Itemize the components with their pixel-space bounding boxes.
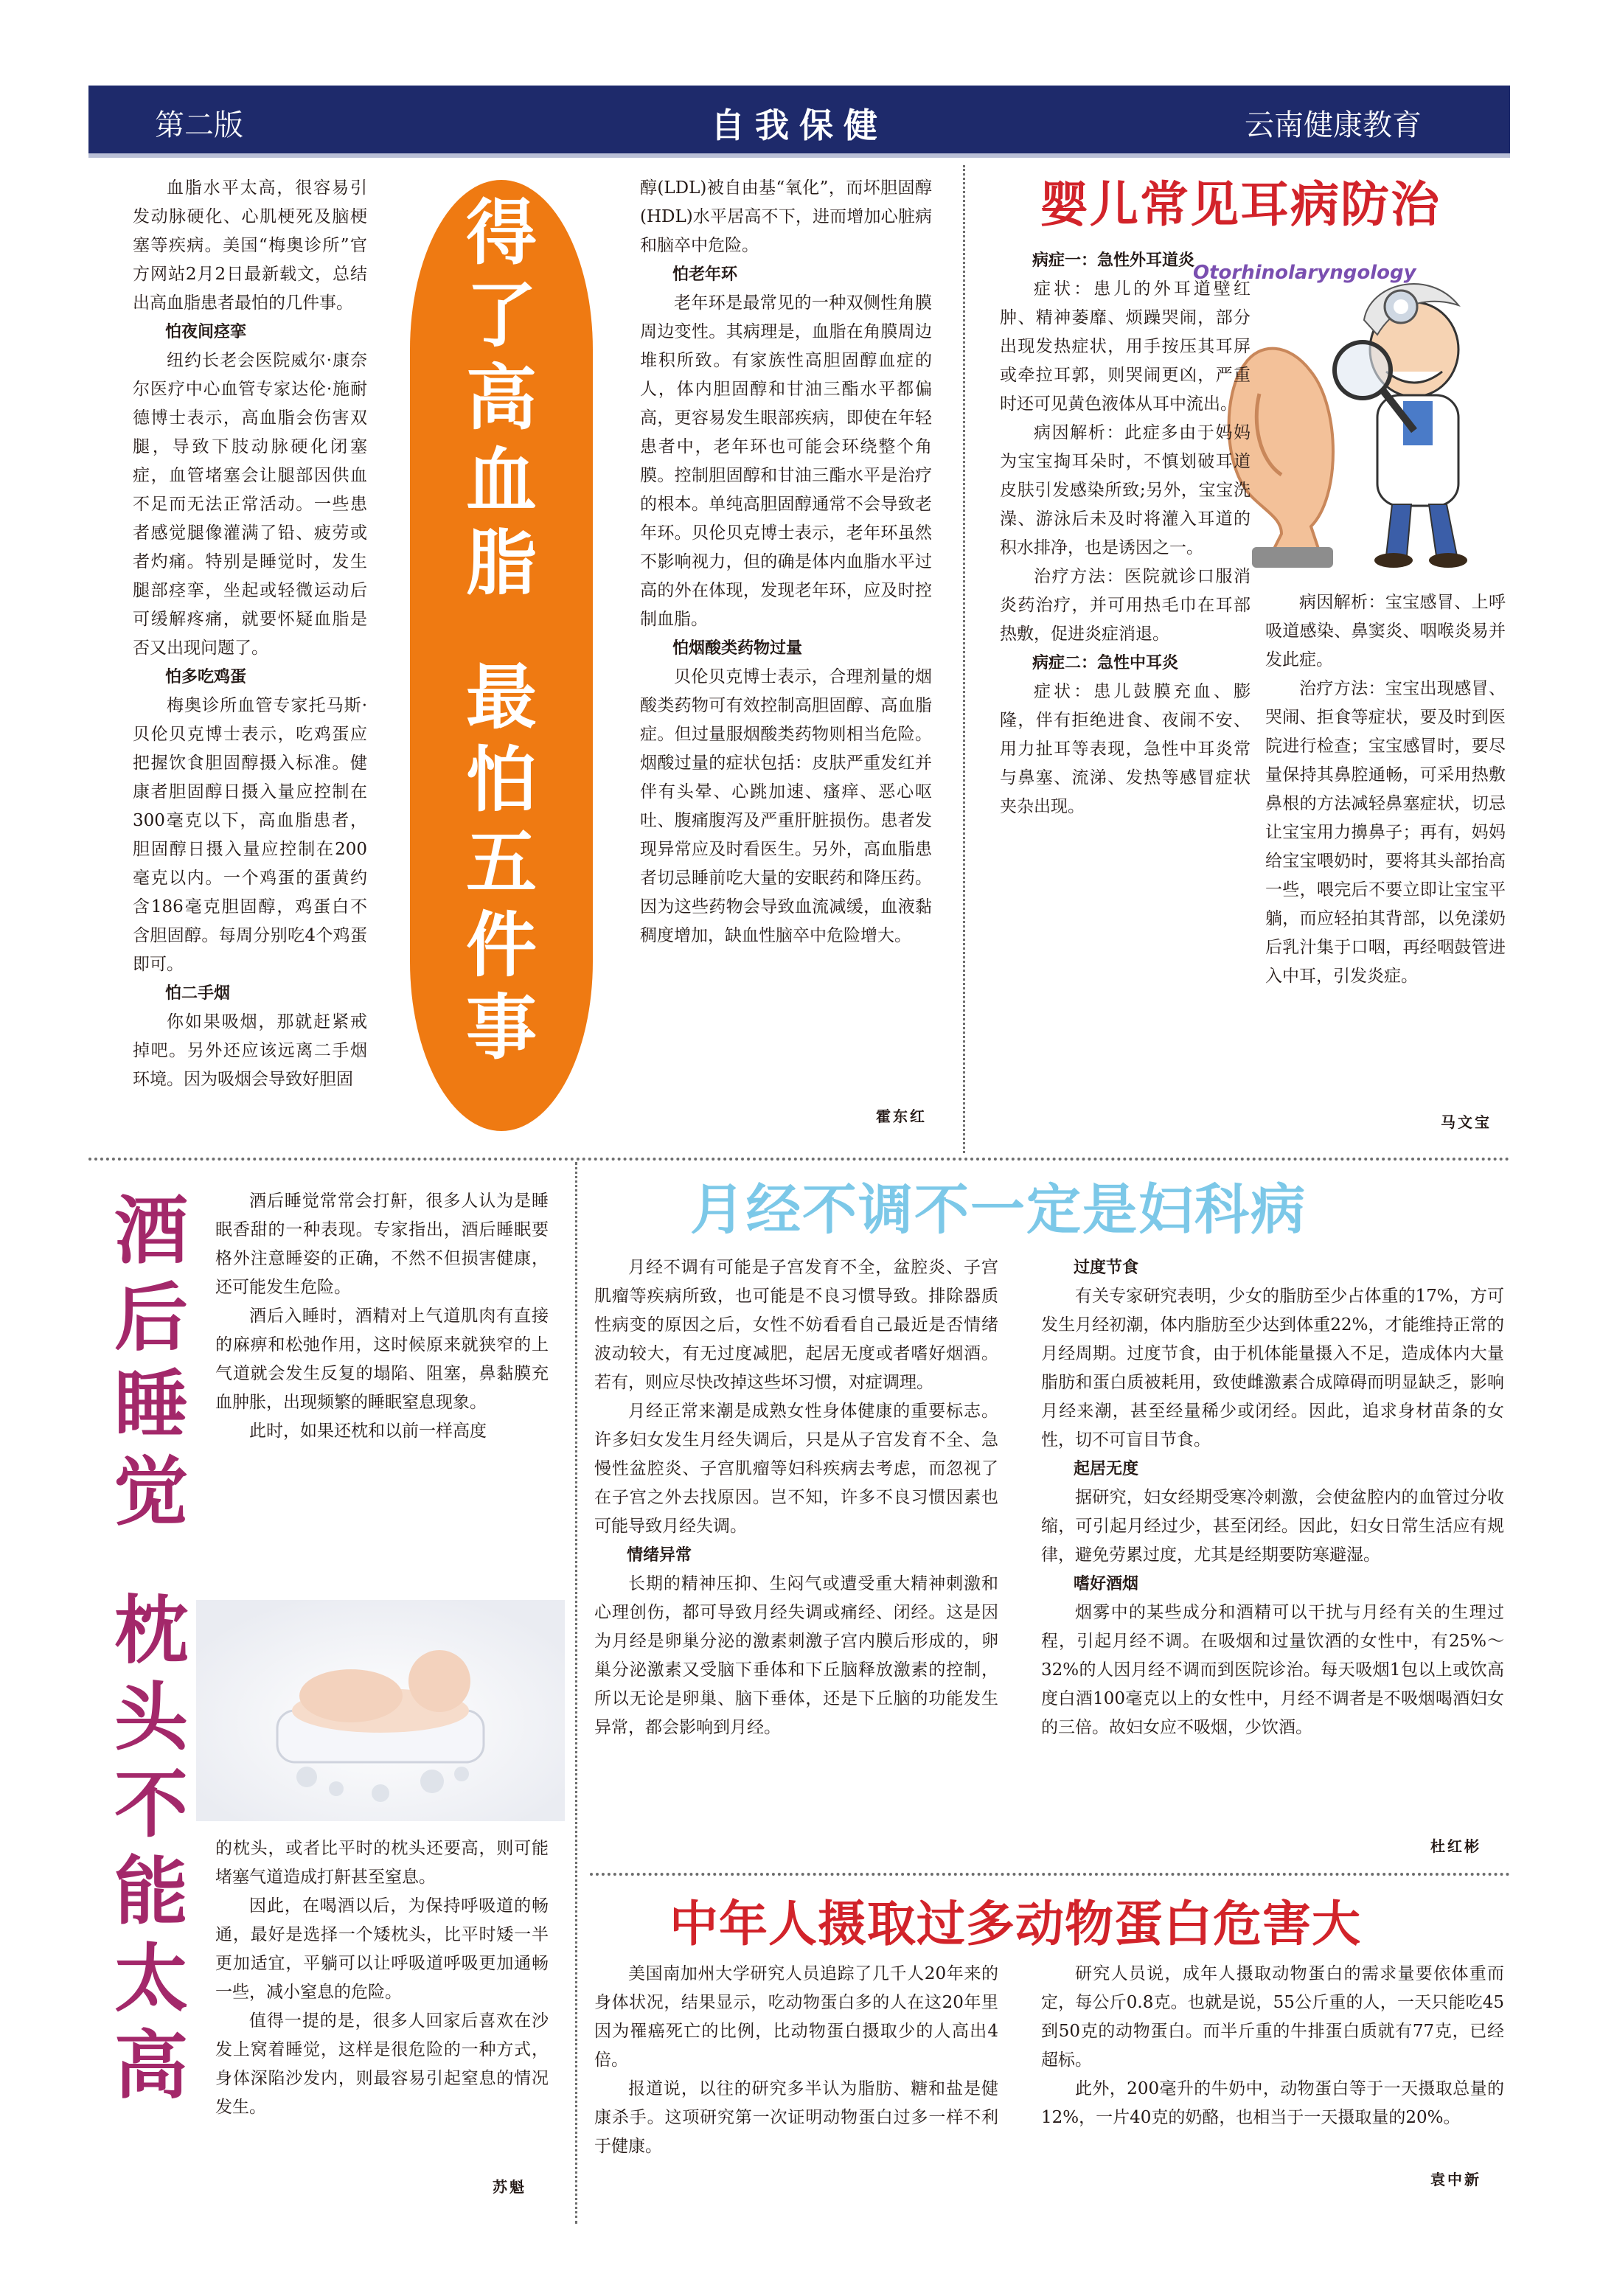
subheading: 怕夜间痉挛 <box>165 323 247 341</box>
paragraph: 月经正常来潮是成熟女性身体健康的重要标志。许多妇女发生月经失调后，只是从子宫发育不全、急慢性盆腔炎、子宫肌瘤等妇科疾病去考虑，而忽视了在子宫之外去找原因。岂不知，许多不良习惯因素也可能导致月经失调。 <box>594 1402 998 1536</box>
paragraph: 研究人员说，成年人摄取动物蛋白的需求量要依体重而定，每公斤0.8克。也就是说，55公斤重的人，一天只能吃45到50克的动物蛋白。而半斤重的牛排蛋白质就有77克，已经超标。 <box>1041 1964 1504 2070</box>
subheading: 起居无度 <box>1074 1460 1139 1478</box>
section-divider <box>88 1158 1510 1161</box>
paragraph: 报道说，以往的研究多半认为脂肪、糖和盐是健康杀手。这项研究第一次证明动物蛋白过多一样不利于健康。 <box>594 2079 998 2156</box>
article3-column-bottom <box>215 1834 549 2122</box>
issue-label: 第二版 <box>155 108 243 142</box>
paragraph: 烟雾中的某些成分和酒精可以干扰与月经有关的生理过程，引起月经不调。在吸烟和过量饮酒的女性中，有25%～32%的人因月经不调而到医院诊治。每天吸烟1包以上或饮高度白酒100毫克以上的女性中，月经不调者是不吸烟喝酒妇女的三倍。故妇女应不吸烟，少饮酒。 <box>1041 1603 1504 1737</box>
article2-column1 <box>1000 246 1251 821</box>
subheading: 病症二：急性中耳炎 <box>1032 654 1179 672</box>
paragraph: 据研究，妇女经期受寒冷刺激，会使盆腔内的血管过分收缩，可引起月经过少，甚至闭经。因此，妇女日常生活应有规律，避免劳累过度，尤其是经期要防寒避湿。 <box>1041 1488 1504 1565</box>
article5-column2 <box>1041 1960 1504 2132</box>
subheading: 怕多吃鸡蛋 <box>165 668 247 686</box>
section-title: 自我保健 <box>711 105 888 145</box>
paragraph: 美国南加州大学研究人员追踪了几千人20年来的身体状况，结果显示，吃动物蛋白多的人在这20年里因为罹癌死亡的比例，比动物蛋白摄取少的人高出4倍。 <box>594 1964 998 2070</box>
paragraph: 酒后睡觉常常会打鼾，很多人认为是睡眠香甜的一种表现。专家指出，酒后睡眠要格外注意睡姿的正确，不然不但损害健康，还可能发生危险。 <box>215 1192 549 1297</box>
paragraph: 月经不调有可能是子宫发育不全，盆腔炎、子宫肌瘤等疾病所致，也可能是不良习惯导致。排除器质性病变的原因之后，女性不妨看看自己最近是否情绪波动较大，有无过度减肥，起居无度或者嗜好烟酒。若有，则应尽快改掉这些坏习惯，对症调理。 <box>594 1258 998 1392</box>
article3-title: 酒 后 睡 觉 枕 头 不 能 太 高 <box>114 1187 188 2109</box>
paragraph: 血脂水平太高，很容易引发动脉硬化、心肌梗死及脑梗塞等疾病。美国“梅奥诊所”官方网站2月2日最新载文，总结出高血脂患者最怕的几件事。 <box>133 178 367 313</box>
article5-column1 <box>594 1960 998 2161</box>
article1-column1 <box>133 174 367 1094</box>
paragraph: 有关专家研究表明，少女的脂肪至少占体重的17%，方可发生月经初潮，体内脂肪至少达到体重22%，才能维持正常的月经周期。过度节食，由于机体能量摄入不足，造成体内大量脂肪和蛋白质被耗用，致使雌激素合成障碍而明显缺乏，影响月经来潮，甚至经量稀少或闭经。因此，追求身材苗条的女性，切不可盲目节食。 <box>1041 1287 1504 1450</box>
paragraph: 你如果吸烟，那就赶紧戒掉吧。另外还应该远离二手烟环境。因为吸烟会导致好胆固 <box>133 1012 367 1089</box>
paragraph: 治疗方法：宝宝出现感冒、哭闹、拒食等症状，要及时到医院进行检查；宝宝感冒时，要尽量保持其鼻腔通畅，可采用热敷鼻根的方法减轻鼻塞症状，切忌让宝宝用力擤鼻子；再有，妈妈给宝宝喂奶时，要将其头部抬高一些，喂完后不要立即让宝宝平躺，而应轻拍其背部，以免漾奶后乳汁集于口咽，再经咽鼓管进入中耳，引发炎症。 <box>1265 679 1506 986</box>
otorhinolaryngology-logo: Otorhinolaryngology <box>1193 262 1416 284</box>
article1-byline: 霍东红 <box>876 1107 927 1125</box>
paragraph: 此外，200毫升的牛奶中，动物蛋白等于一天摄取总量的12%，一片40克的奶酪，也相当于一天摄取量的20%。 <box>1041 2079 1504 2127</box>
subheading: 怕二手烟 <box>165 984 231 1003</box>
column-divider <box>963 165 965 1153</box>
paragraph: 因此，在喝酒以后，为保持呼吸道的畅通，最好是选择一个矮枕头，比平时矮一半更加适宜，平躺可以让呼吸道呼吸更加通畅一些，减小窒息的危险。 <box>215 1896 549 2002</box>
paper-name: 云南健康教育 <box>1245 108 1422 142</box>
article4-title: 月经不调不一定是妇科病 <box>690 1178 1307 1242</box>
subheading: 情绪异常 <box>627 1546 692 1565</box>
paragraph: 醇(LDL)被自由基“氧化”，而坏胆固醇(HDL)水平居高不下，进而增加心脏病和脑卒中危险。 <box>640 178 932 255</box>
paragraph: 酒后入睡时，酒精对上气道肌肉有直接的麻痹和松弛作用，这时候原来就狭窄的上气道就会发生反复的塌陷、阻塞，鼻黏膜充血肿胀，出现频繁的睡眠窒息现象。 <box>215 1307 549 1412</box>
section-divider <box>590 1873 1510 1876</box>
article5-byline: 袁中新 <box>1430 2171 1481 2188</box>
subheading: 嗜好酒烟 <box>1074 1575 1139 1593</box>
article4-byline: 杜红彬 <box>1430 1837 1481 1855</box>
paragraph: 治疗方法：医院就诊口服消炎药治疗，并可用热毛巾在耳部热敷，促进炎症消退。 <box>1000 567 1251 644</box>
subheading: 怕烟酸类药物过量 <box>672 639 803 658</box>
paragraph: 症状：患儿鼓膜充血、膨隆，伴有拒绝进食、夜闹不安、用力扯耳等表现，急性中耳炎常与鼻塞、流涕、发热等感冒症状夹杂出现。 <box>1000 682 1251 816</box>
article2-byline: 马文宝 <box>1441 1113 1492 1131</box>
article3-column-top <box>215 1187 549 1446</box>
article2-title: 婴儿常见耳病防治 <box>1040 175 1441 233</box>
paragraph: 老年环是最常见的一种双侧性角膜周边变性。其病理是，血脂在角膜周边堆积所致。有家族性高胆固醇血症的人，体内胆固醇和甘油三酯水平都偏高，更容易发生眼部疾病，即使在年轻患者中，老年环也可能会环绕整个角膜。控制胆固醇和甘油三酯水平是治疗的根本。单纯高胆固醇通常不会导致老年环。贝伦贝克博士表示，老年环虽然不影响视力，但的确是体内血脂水平过高的外在体现，发现老年环，应及时控制血脂。 <box>640 293 932 629</box>
article5-title: 中年人摄取过多动物蛋白危害大 <box>669 1895 1361 1952</box>
article4-column2 <box>1041 1253 1504 1742</box>
paragraph: 病因解析：宝宝感冒、上呼吸道感染、鼻窦炎、咽喉炎易并发此症。 <box>1265 593 1506 669</box>
paragraph: 值得一提的是，很多人回家后喜欢在沙发上窝着睡觉，这样是很危险的一种方式，身体深陷沙发内，则最容易引起窒息的情况发生。 <box>215 2011 549 2117</box>
sleeping-baby-image <box>196 1600 565 1821</box>
article2-column2 <box>1265 588 1506 991</box>
subheading: 病症一：急性外耳道炎 <box>1032 251 1195 270</box>
paragraph: 长期的精神压抑、生闷气或遭受重大精神刺激和心理创伤，都可导致月经失调或痛经、闭经。这是因为月经是卵巢分泌的激素刺激子宫内膜后形成的，卵巢分泌激素又受脑下垂体和下丘脑释放激素的控制，所以无论是卵巢、脑下垂体，还是下丘脑的功能发生异常，都会影响到月经。 <box>594 1574 998 1737</box>
paragraph: 贝伦贝克博士表示，合理剂量的烟酸类药物可有效控制高胆固醇、高血脂症。但过量服烟酸类药物则相当危险。烟酸过量的症状包括：皮肤严重发红并伴有头晕、心跳加速、瘙痒、恶心呕吐、腹痛腹泻及严重肝脏损伤。患者发现异常应及时看医生。另外，高血脂患者切忌睡前吃大量的安眠药和降压药。因为这些药物会导致血流减缓，血液黏稠度增加，缺血性脑卒中危险增大。 <box>640 667 932 945</box>
subheading: 怕老年环 <box>672 265 738 284</box>
subheading: 过度节食 <box>1074 1259 1139 1277</box>
paragraph: 的枕头，或者比平时的枕头还要高，则可能堵塞气道造成打鼾甚至窒息。 <box>215 1839 549 1887</box>
masthead <box>88 86 1510 158</box>
paragraph: 此时，如果还枕和以前一样高度 <box>249 1422 487 1441</box>
paragraph: 病因解析：此症多由于妈妈为宝宝掏耳朵时，不慎划破耳道皮肤引发感染所致;另外，宝宝洗澡、游泳后未及时将灌入耳道的积水排净，也是诱因之一。 <box>1000 423 1251 557</box>
article1-title: 得 了 高 血 脂 最 怕 五 件 事 <box>466 192 537 1069</box>
column-divider <box>575 1162 577 2224</box>
paragraph: 症状：患儿的外耳道壁红肿、精神萎靡、烦躁哭闹，部分出现发热症状，用手按压其耳屏或牵拉耳郭，则哭闹更凶，严重时还可见黄色液体从耳中流出。 <box>1000 279 1251 414</box>
article1-column2 <box>640 174 932 950</box>
article4-column1 <box>594 1253 998 1742</box>
paragraph: 纽约长老会医院威尔·康奈尔医疗中心血管专家达伦·施耐德博士表示，高血脂会伤害双腿，导致下肢动脉硬化闭塞症，血管堵塞会让腿部因供血不足而无法正常活动。一些患者感觉腿像灌满了铅、疲劳或者灼痛。特别是睡觉时，发生腿部痉挛，坐起或轻微运动后可缓解疼痛，就要怀疑血脂是否又出现问题了。 <box>133 351 367 658</box>
paragraph: 梅奥诊所血管专家托马斯·贝伦贝克博士表示，吃鸡蛋应把握饮食胆固醇摄入标准。健康者胆固醇日摄入量应控制在300毫克以下，高血脂患者，胆固醇日摄入量应控制在200毫克以内。一个鸡蛋的蛋黄约含186毫克胆固醇，鸡蛋白不含胆固醇。每周分别吃4个鸡蛋即可。 <box>133 696 367 974</box>
article3-byline: 苏魁 <box>493 2178 526 2196</box>
